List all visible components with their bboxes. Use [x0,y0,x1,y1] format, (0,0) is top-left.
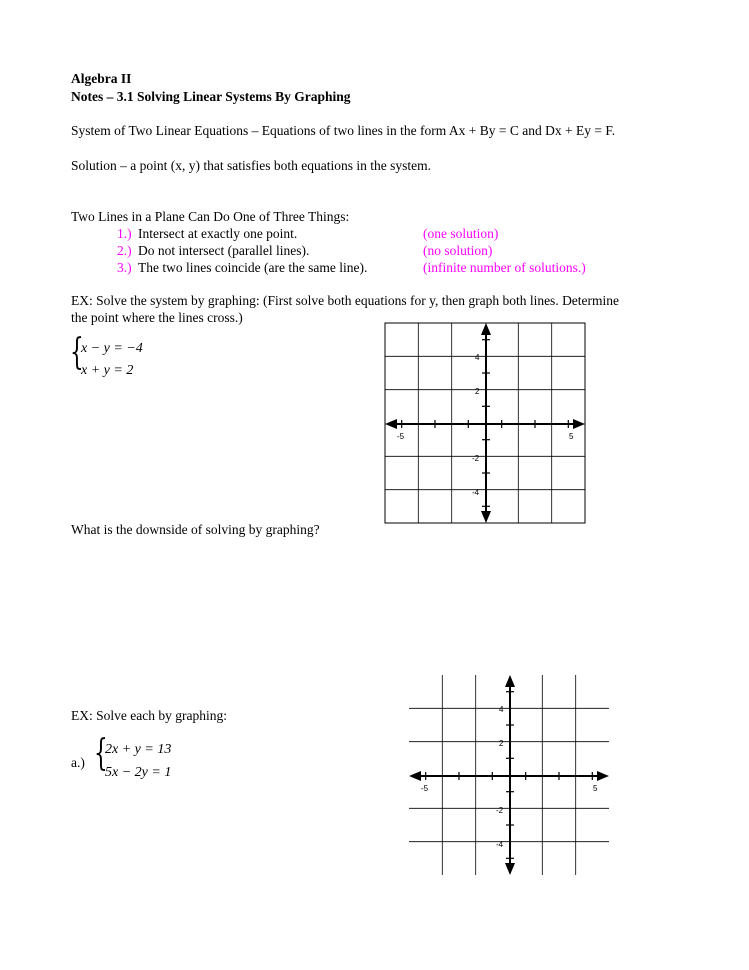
case-number: 2.) [117,243,132,258]
case-text: Intersect at exactly one point. [138,226,298,241]
axes [385,323,585,523]
y-tick-label: 2 [475,387,480,396]
system-brace: { [94,733,108,774]
cases-heading: Two Lines in a Plane Can Do One of Three Things: [71,209,350,224]
y-tick-label: 2 [499,739,504,748]
example2-instruction: EX: Solve each by graphing: [71,708,227,723]
solution-definition: Solution – a point (x, y) that satisfies both equations in the system. [71,158,431,173]
y-tick-label: 4 [499,705,504,714]
y-tick-label: -2 [472,454,480,463]
equation: x + y = 2 [81,363,134,378]
case-number: 1.) [117,226,132,241]
case-result: (no solution) [423,243,493,258]
case-text: Do not intersect (parallel lines). [138,243,310,258]
case-number: 3.) [117,260,132,275]
coordinate-grid [409,675,609,875]
axes [409,675,609,875]
downside-question: What is the downside of solving by graphing? [71,522,320,537]
y-tick-label: -4 [472,488,480,497]
equation: 5x − 2y = 1 [105,765,172,780]
equation: 2x + y = 13 [105,742,172,757]
case-result: (one solution) [423,226,499,241]
course-title: Algebra II [71,71,132,86]
y-tick-label: -2 [496,806,504,815]
part-label: a.) [71,755,85,770]
case-result: (infinite number of solutions.) [423,260,586,275]
example1-instruction-cont: the point where the lines cross.) [71,310,243,325]
x-tick-label: 5 [569,432,574,441]
example1-instruction: EX: Solve the system by graphing: (First solve both equations for y, then graph both lines. Determine [71,293,620,308]
x-tick-label: -5 [421,784,429,793]
x-tick-label: 5 [593,784,598,793]
equation: x − y = −4 [81,341,143,356]
coordinate-grid [385,323,585,523]
system-brace: { [70,332,84,373]
notes-title: Notes – 3.1 Solving Linear Systems By Graphing [71,89,351,104]
y-tick-label: -4 [496,840,504,849]
y-tick-label: 4 [475,353,480,362]
case-text: The two lines coincide (are the same line). [138,260,368,275]
x-tick-label: -5 [397,432,405,441]
system-definition: System of Two Linear Equations – Equations of two lines in the form Ax + By = C and Dx + Ey = F. [71,123,616,138]
